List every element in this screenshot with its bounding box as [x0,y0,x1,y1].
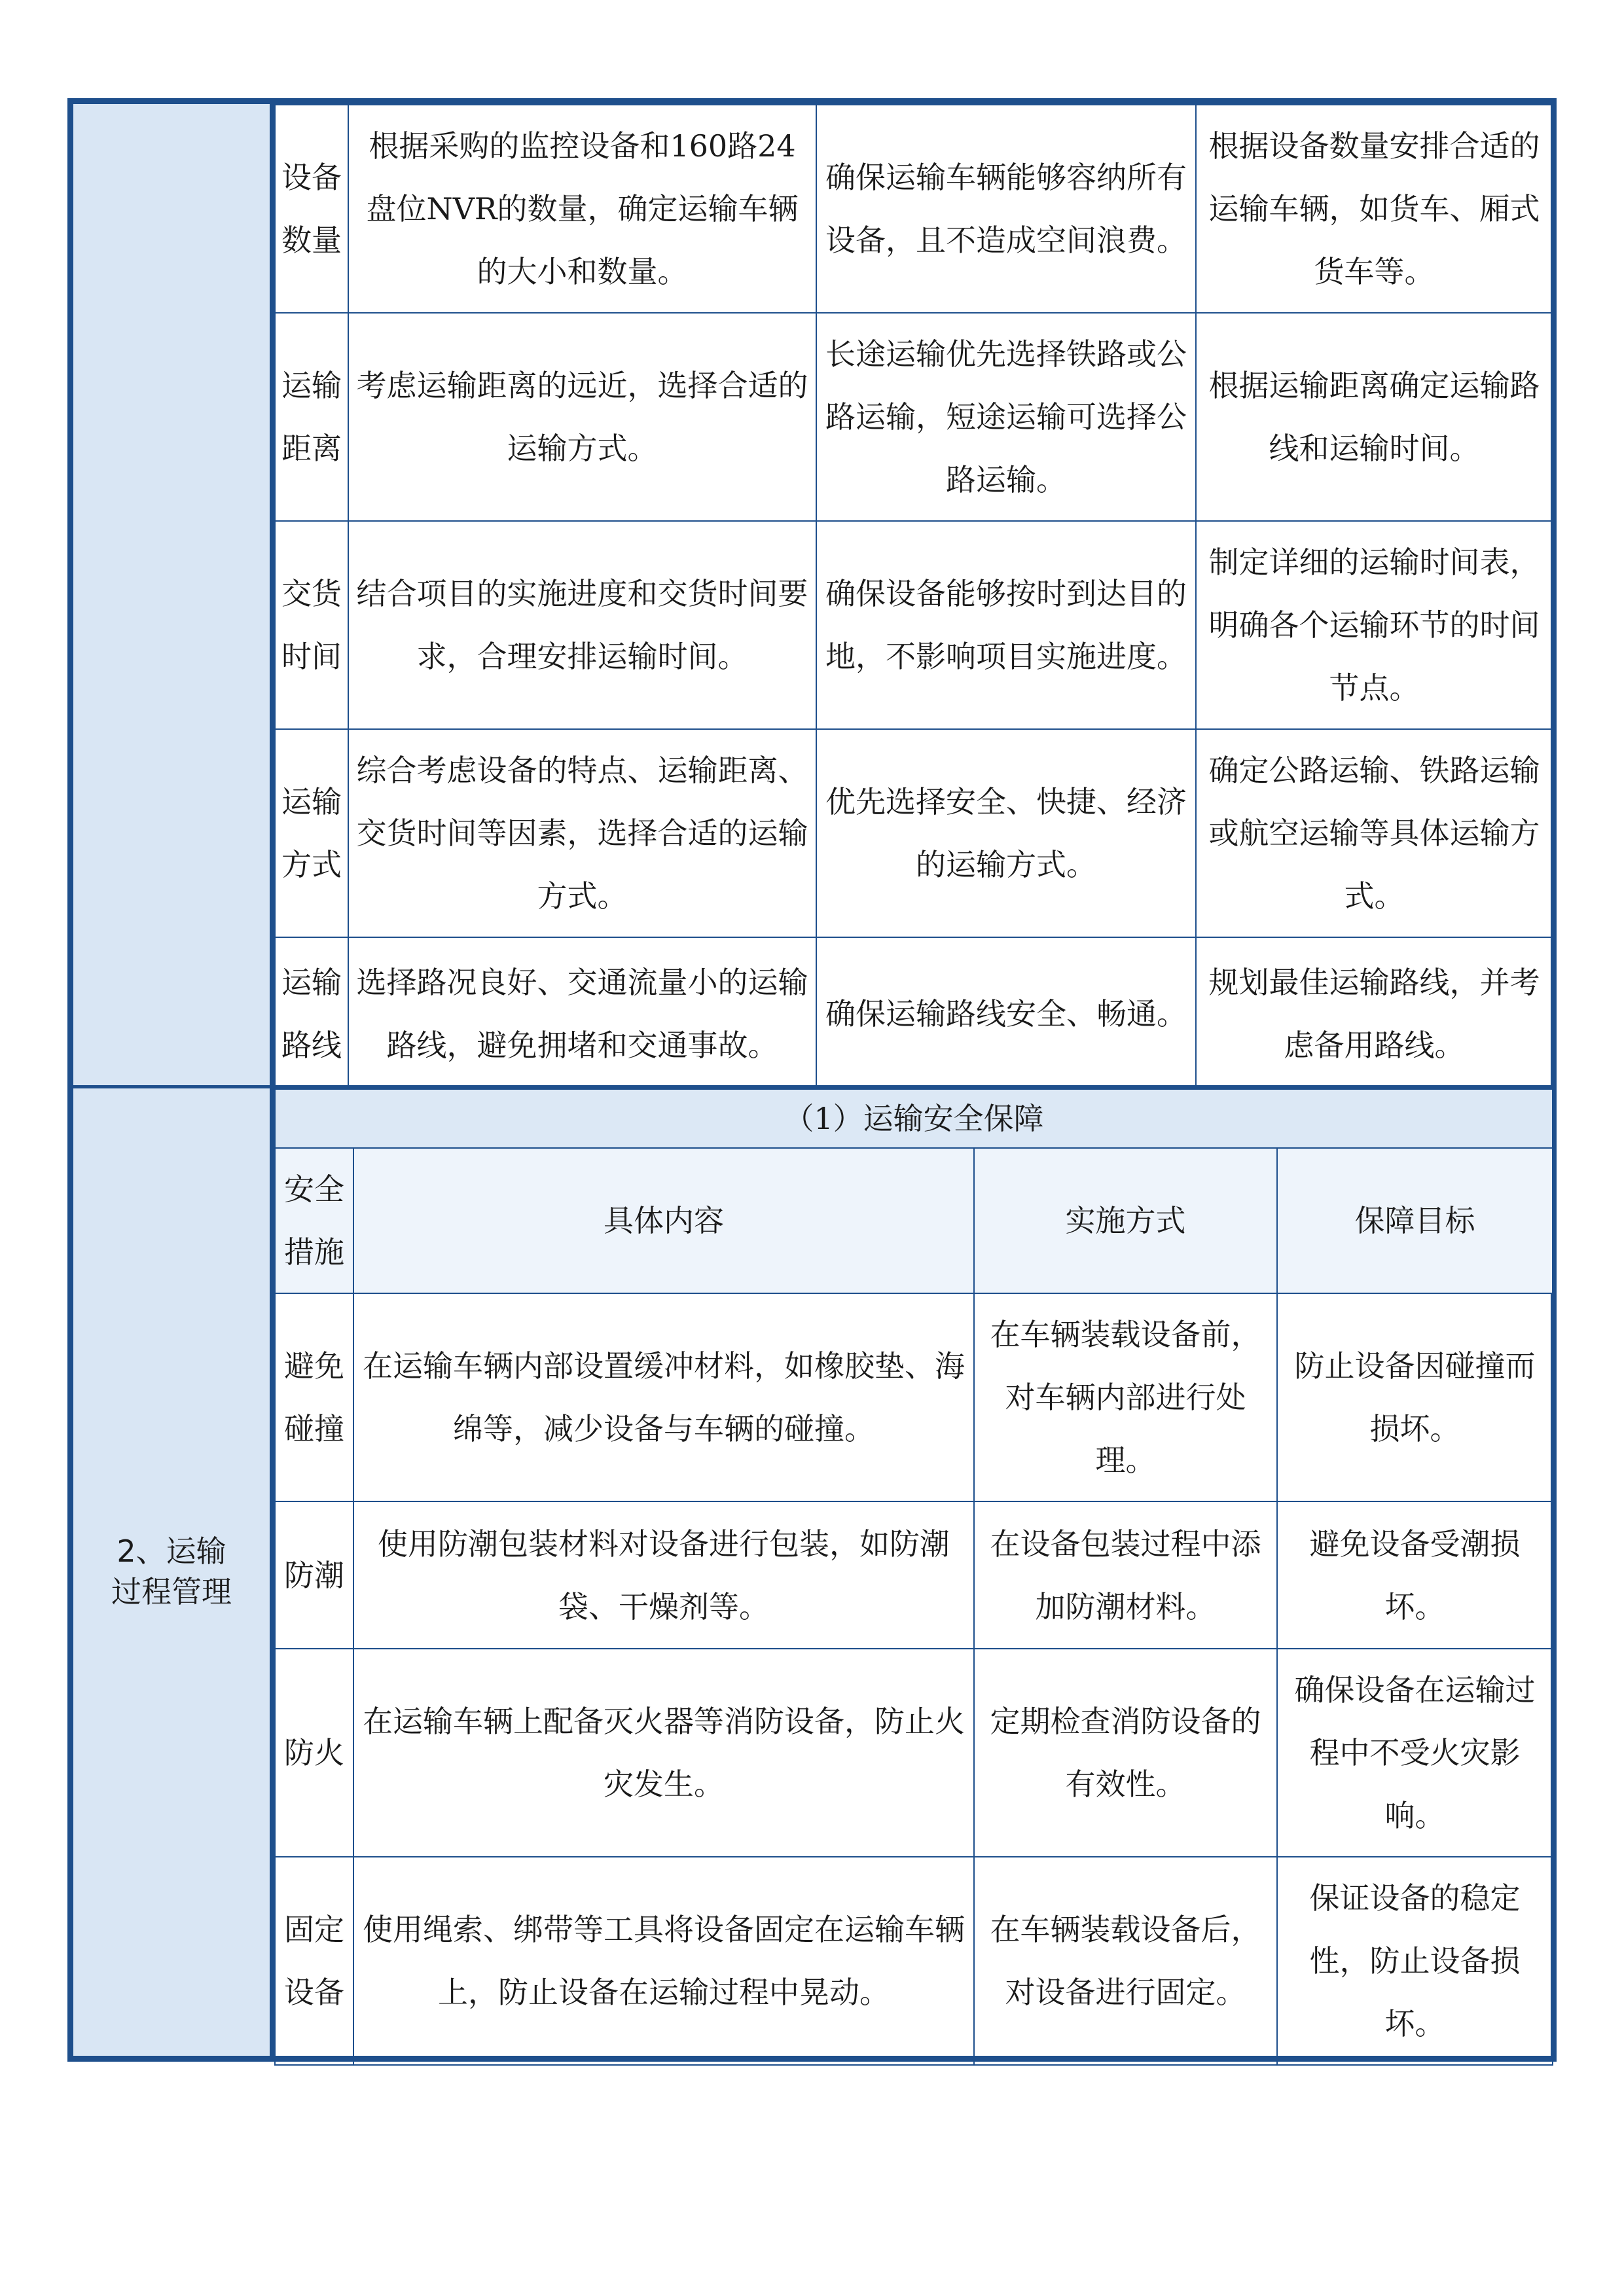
header-label-line2: 措施 [284,1234,344,1270]
cell-c1: 在运输车辆内部设置缓冲材料，如橡胶垫、海绵等，减少设备与车辆的碰撞。 [353,1293,974,1501]
row-label-line: 交货 [281,576,342,611]
measure-label-line: 固定 [284,1912,344,1947]
cell-c3: 避免设备受潮损坏。 [1277,1501,1553,1649]
category-label-line1: 2、运输 [117,1534,226,1569]
plan-table [274,104,1553,1090]
header-method: 实施方式 [974,1148,1277,1293]
cell-c1: 根据采购的监控设备和160路24盘位NVR的数量，确定运输车辆的大小和数量。 [348,105,816,313]
cell-c1: 使用防潮包装材料对设备进行包装，如防潮袋、干燥剂等。 [353,1501,974,1649]
measure-label-line: 防潮 [284,1557,344,1593]
cell-c3: 确保设备在运输过程中不受火灾影响。 [1277,1649,1553,1857]
cell-c2: 在设备包装过程中添加防潮材料。 [974,1501,1277,1649]
row-label-line: 运输 [281,368,342,403]
row-label-line: 时间 [281,639,342,674]
cell-c2: 长途运输优先选择铁路或公路运输，短途运输可选择公路运输。 [816,313,1196,521]
row-label-line: 方式 [281,847,342,882]
row-label [275,937,348,1090]
row-label-line: 距离 [281,431,342,466]
measure-label-line: 设备 [284,1975,344,2010]
table-row [275,1293,1553,1501]
category-column [73,104,274,2056]
row-label [275,313,348,521]
safety-table [274,1088,1553,2066]
row-label [275,729,348,937]
row-label-line: 运输 [281,964,342,1000]
category-label [73,1531,270,1612]
safety-table-title: （1）运输安全保障 [275,1089,1553,1148]
cell-c2: 确保运输车辆能够容纳所有设备，且不造成空间浪费。 [816,105,1196,313]
header-content: 具体内容 [353,1148,974,1293]
header-label [275,1148,353,1293]
cell-c2: 在车辆装载设备前，对车辆内部进行处理。 [974,1293,1277,1501]
cell-c2: 定期检查消防设备的有效性。 [974,1649,1277,1857]
table-row [275,1857,1553,2065]
cell-c1: 考虑运输距离的远近，选择合适的运输方式。 [348,313,816,521]
table-row [275,1649,1553,1857]
row-label-line: 路线 [281,1027,342,1063]
row-label-line: 数量 [281,223,342,258]
document-table-frame [67,98,1557,2062]
cell-c1: 在运输车辆上配备灭火器等消防设备，防止火灾发生。 [353,1649,974,1857]
table-row [275,729,1553,937]
cell-c1: 结合项目的实施进度和交货时间要求，合理安排运输时间。 [348,521,816,729]
cell-c3: 根据设备数量安排合适的运输车辆，如货车、厢式货车等。 [1196,105,1553,313]
cell-c3: 根据运输距离确定运输路线和运输时间。 [1196,313,1553,521]
table-row [275,1501,1553,1649]
measure-label [275,1649,353,1857]
cell-c2: 确保运输路线安全、畅通。 [816,937,1196,1090]
measure-label [275,1293,353,1501]
cell-c3: 保证设备的稳定性，防止设备损坏。 [1277,1857,1553,2065]
table-row [275,937,1553,1090]
row-label-line: 设备 [281,160,342,195]
cell-c2: 在车辆装载设备后，对设备进行固定。 [974,1857,1277,2065]
measure-label-line: 碰撞 [284,1411,344,1446]
category-label-line2: 过程管理 [111,1574,232,1609]
row-label [275,521,348,729]
cell-c2: 确保设备能够按时到达目的地，不影响项目实施进度。 [816,521,1196,729]
measure-label-line: 防火 [284,1735,344,1770]
cell-c2: 优先选择安全、快捷、经济的运输方式。 [816,729,1196,937]
cell-c1: 使用绳索、绑带等工具将设备固定在运输车辆上，防止设备在运输过程中晃动。 [353,1857,974,2065]
table-row [275,105,1553,313]
cell-c3: 规划最佳运输路线，并考虑备用路线。 [1196,937,1553,1090]
row-label [275,105,348,313]
header-goal: 保障目标 [1277,1148,1553,1293]
measure-label-line: 避免 [284,1348,344,1384]
row-label-line: 运输 [281,784,342,819]
header-label-line1: 安全 [284,1172,344,1207]
table-row [275,313,1553,521]
table-row [275,521,1553,729]
measure-label [275,1501,353,1649]
cell-c1: 选择路况良好、交通流量小的运输路线，避免拥堵和交通事故。 [348,937,816,1090]
cell-c3: 防止设备因碰撞而损坏。 [1277,1293,1553,1501]
measure-label [275,1857,353,2065]
cell-c1: 综合考虑设备的特点、运输距离、交货时间等因素，选择合适的运输方式。 [348,729,816,937]
cell-c3: 制定详细的运输时间表，明确各个运输环节的时间节点。 [1196,521,1553,729]
cell-c3: 确定公路运输、铁路运输或航空运输等具体运输方式。 [1196,729,1553,937]
